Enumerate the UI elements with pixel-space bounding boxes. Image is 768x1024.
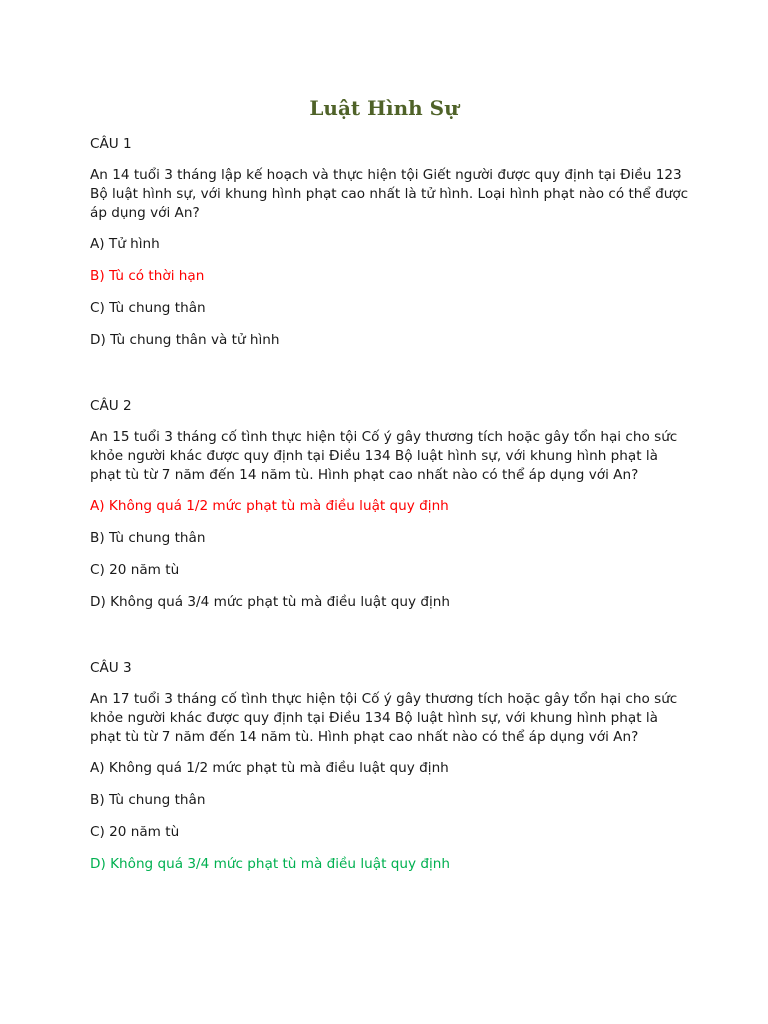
- question-2: [90, 397, 690, 625]
- option-d: D) Không quá 3/4 mức phạt tù mà điều luật quy định: [90, 594, 450, 610]
- option-d: D) Không quá 3/4 mức phạt tù mà điều luật quy định: [90, 856, 450, 872]
- option-c: C) 20 năm tù: [90, 562, 180, 578]
- question-label: CÂU 1: [90, 136, 132, 152]
- option-c: C) Tù chung thân: [90, 300, 206, 316]
- document-title: Luật Hình Sự: [309, 96, 459, 120]
- option-b: B) Tù chung thân: [90, 792, 206, 808]
- option-a: A) Không quá 1/2 mức phạt tù mà điều luật quy định: [90, 760, 449, 776]
- option-b: B) Tù có thời hạn: [90, 268, 205, 284]
- question-text: An 15 tuổi 3 tháng cố tình thực hiện tội Cố ý gây thương tích hoặc gây tổn hại cho sức khỏe người khác được quy định tại Điều 134 Bộ luật hình sự, với khung hình phạt là phạt tù từ 7 năm đến 14 năm tù. Hình phạt cao nhất nào có thể áp dụng với An?: [90, 429, 678, 483]
- option-a: A) Tử hình: [90, 236, 160, 252]
- question-1: [90, 135, 690, 363]
- question-text: An 17 tuổi 3 tháng cố tình thực hiện tội Cố ý gây thương tích hoặc gây tổn hại cho sức khỏe người khác được quy định tại Điều 134 Bộ luật hình sự, với khung hình phạt là phạt tù từ 7 năm đến 14 năm tù. Hình phạt cao nhất nào có thể áp dụng với An?: [90, 691, 678, 745]
- question-3: [90, 659, 690, 887]
- option-d: D) Tù chung thân và tử hình: [90, 332, 280, 348]
- option-b: B) Tù chung thân: [90, 530, 206, 546]
- question-text: An 14 tuổi 3 tháng lập kế hoạch và thực hiện tội Giết người được quy định tại Điều 123 Bộ luật hình sự, với khung hình phạt cao nhất là tử hình. Loại hình phạt nào có thể được áp dụng với An?: [90, 167, 689, 221]
- question-label: CÂU 3: [90, 660, 132, 676]
- option-c: C) 20 năm tù: [90, 824, 180, 840]
- question-label: CÂU 2: [90, 398, 132, 414]
- option-a: A) Không quá 1/2 mức phạt tù mà điều luật quy định: [90, 498, 449, 514]
